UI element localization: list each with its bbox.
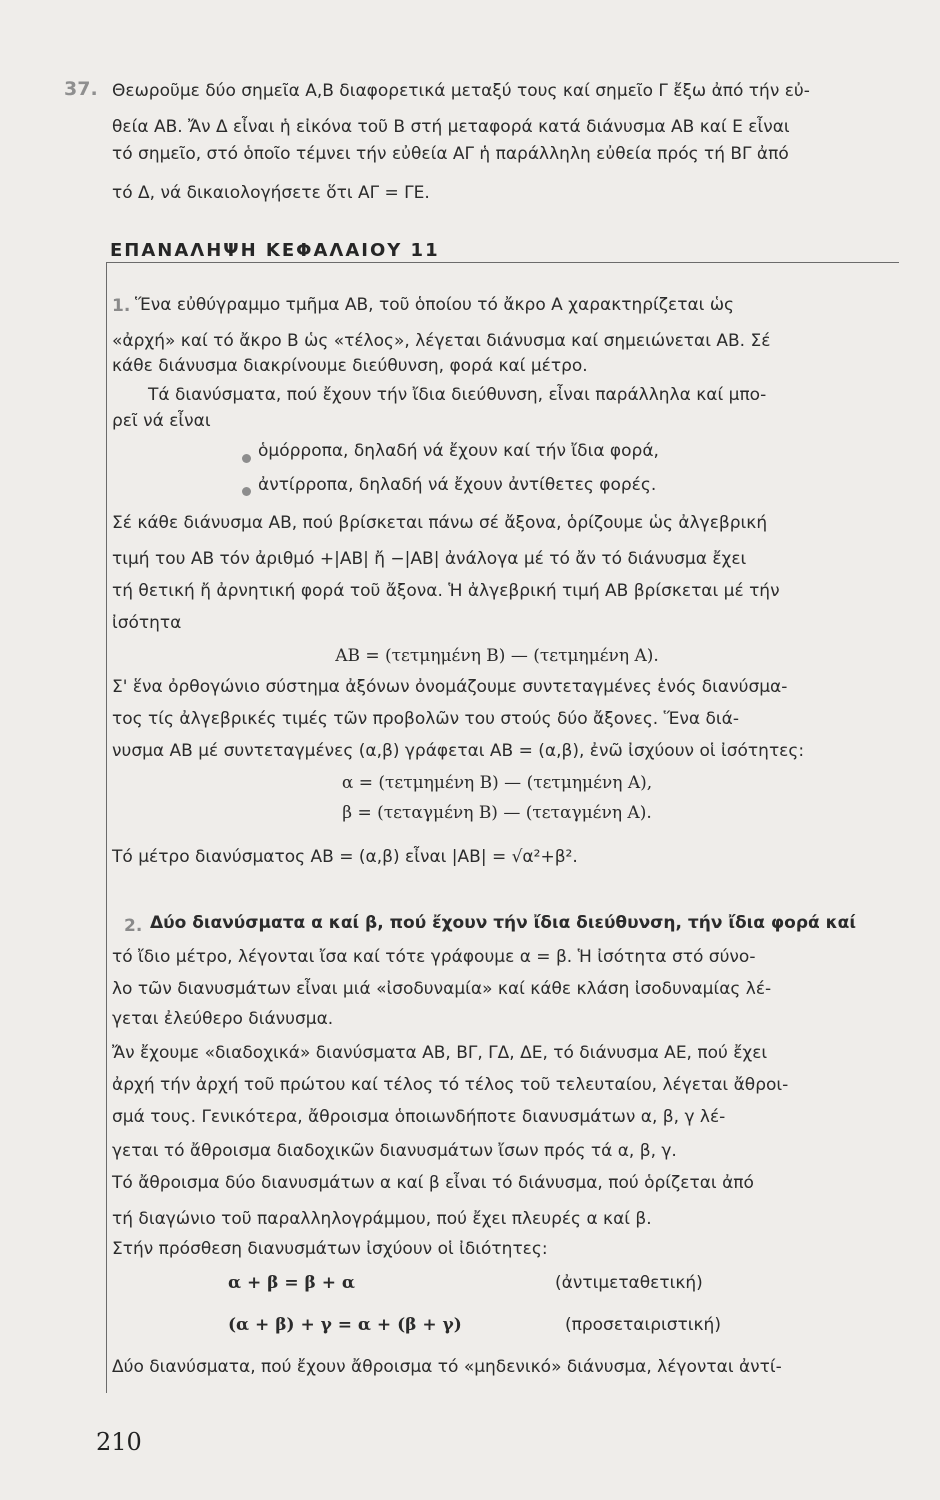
property-associative: (α + β) + γ = α + (β + γ) bbox=[228, 1315, 462, 1335]
section2-line: γεται ἐλεύθερο διάνυσμα. bbox=[112, 1009, 334, 1029]
section1-line: τή θετική ἤ ἀρνητική φορά τοῦ ἄξονα. Ἡ ἀλγεβρική τιμή ΑΒ βρίσκεται μέ τήν bbox=[112, 581, 780, 601]
section2-line: Δύο διανύσματα α καί β, πού ἔχουν τήν ἴδια διεύθυνση, τήν ἴδια φορά καί bbox=[150, 913, 856, 933]
section2-line: ἀρχή τήν ἀρχή τοῦ πρώτου καί τέλος τό τέλος τοῦ τελευταίου, λέγεται ἄθροι- bbox=[112, 1075, 789, 1095]
section1-line: Ἕνα εὐθύγραμμο τμῆμα ΑΒ, τοῦ ὁποίου τό ἄκρο Α χαρακτηρίζεται ὡς bbox=[135, 295, 735, 315]
section1-line: τος τίς ἀλγεβρικές τιμές τῶν προβολῶν του στούς δύο ἄξονες. Ἕνα διά- bbox=[112, 709, 739, 729]
property-associative-label: (προσεταιριστική) bbox=[565, 1315, 721, 1335]
section2-line: τή διαγώνιο τοῦ παραλληλογράμμου, πού ἔχει πλευρές α καί β. bbox=[112, 1209, 652, 1229]
section2-line: Δύο διανύσματα, πού ἔχουν ἄθροισμα τό «μηδενικό» διάνυσμα, λέγονται ἀντί- bbox=[112, 1357, 782, 1377]
section1-line: Σέ κάθε διάνυσμα ΑΒ, πού βρίσκεται πάνω σέ ἄξονα, ὁρίζουμε ὡς ἀλγεβρική bbox=[112, 513, 768, 533]
section2-line: γεται τό ἄθροισμα διαδοχικῶν διανυσμάτων ἴσων πρός τά α, β, γ. bbox=[112, 1141, 677, 1161]
section1-line: «ἀρχή» καί τό ἄκρο Β ὡς «τέλος», λέγεται διάνυσμα καί σημειώνεται ΑΒ. Σέ bbox=[112, 331, 771, 351]
exercise-line: τό σημεῖο, στό ὁποῖο τέμνει τήν εὐθεία ΑΓ ἡ παράλληλη εὐθεία πρός τή ΒΓ ἀπό bbox=[112, 144, 789, 164]
chapter-review-heading: ΕΠΑΝΑΛΗΨΗ ΚΕΦΑΛΑΙΟΥ 11 bbox=[110, 240, 440, 261]
section1-line: τιμή του ΑΒ τόν ἀριθμό +|ΑΒ| ἤ −|ΑΒ| ἀνάλογα μέ τό ἄν τό διάνυσμα ἔχει bbox=[112, 549, 747, 569]
property-commutative: α + β = β + α bbox=[228, 1273, 355, 1293]
section1-line: Τά διανύσματα, πού ἔχουν τήν ἴδια διεύθυνση, εἶναι παράλληλα καί μπο- bbox=[148, 385, 767, 405]
section-number: 2. bbox=[124, 916, 143, 936]
exercise-line: Θεωροῦμε δύο σημεῖα Α,Β διαφορετικά μεταξύ τους καί σημεῖο Γ ἔξω ἀπό τήν εὐ- bbox=[112, 81, 810, 101]
formula-beta: β = (τεταγμένη Β) — (τεταγμένη Α). bbox=[342, 803, 652, 823]
bullet-icon bbox=[242, 454, 251, 463]
bullet-item: ἀντίρροπα, δηλαδή νά ἔχουν ἀντίθετες φορές. bbox=[258, 475, 657, 495]
section1-line: νυσμα ΑΒ μέ συντεταγμένες (α,β) γράφεται ΑΒ = (α,β), ἐνῶ ἰσχύουν οἱ ἰσότητες: bbox=[112, 741, 805, 761]
page-number: 210 bbox=[96, 1428, 142, 1456]
section2-line: λο τῶν διανυσμάτων εἶναι μιά «ἰσοδυναμία» καί κάθε κλάση ἰσοδυναμίας λέ- bbox=[112, 979, 772, 999]
exercise-line: τό Δ, νά δικαιολογήσετε ὅτι ΑΓ = ΓΕ. bbox=[112, 183, 430, 203]
section2-line: Στήν πρόσθεση διανυσμάτων ἰσχύουν οἱ ἰδιότητες: bbox=[112, 1239, 548, 1259]
exercise-line: θεία ΑΒ. Ἄν Δ εἶναι ἡ εἰκόνα τοῦ Β στή μεταφορά κατά διάνυσμα ΑΒ καί Ε εἶναι bbox=[112, 117, 790, 137]
section2-line: τό ἴδιο μέτρο, λέγονται ἴσα καί τότε γράφουμε α = β. Ἡ ἰσότητα στό σύνο- bbox=[112, 947, 756, 967]
property-commutative-label: (ἀντιμεταθετική) bbox=[555, 1273, 703, 1293]
exercise-number: 37. bbox=[64, 78, 98, 100]
bullet-icon bbox=[242, 487, 251, 496]
formula-alpha: α = (τετμημένη Β) — (τετμημένη Α), bbox=[341, 773, 653, 793]
section1-line: Σ' ἕνα ὀρθογώνιο σύστημα ἀξόνων ὀνομάζουμε συντεταγμένες ἑνός διανύσμα- bbox=[112, 677, 788, 697]
section2-line: Ἄν ἔχουμε «διαδοχικά» διανύσματα ΑΒ, ΒΓ, ΓΔ, ΔΕ, τό διάνυσμα ΑΕ, πού ἔχει bbox=[112, 1043, 768, 1063]
formula-algebraic-value: ΑΒ = (τετμημένη Β) — (τετμημένη Α). bbox=[335, 646, 659, 666]
section-number: 1. bbox=[112, 296, 131, 316]
section1-line: κάθε διάνυσμα διακρίνουμε διεύθυνση, φορά καί μέτρο. bbox=[112, 356, 588, 376]
formula-norm-line: Τό μέτρο διανύσματος ΑΒ = (α,β) εἶναι |ΑΒ| = √α²+β². bbox=[112, 847, 578, 867]
bullet-item: ὁμόρροπα, δηλαδή νά ἔχουν καί τήν ἴδια φορά, bbox=[258, 441, 659, 461]
section1-line: ἰσότητα bbox=[112, 613, 182, 633]
section1-line: ρεῖ νά εἶναι bbox=[112, 411, 211, 431]
section2-line: σμά τους. Γενικότερα, ἄθροισμα ὁποιωνδήποτε διανυσμάτων α, β, γ λέ- bbox=[112, 1107, 726, 1127]
section2-line: Τό ἄθροισμα δύο διανυσμάτων α καί β εἶναι τό διάνυσμα, πού ὁρίζεται ἀπό bbox=[112, 1173, 754, 1193]
